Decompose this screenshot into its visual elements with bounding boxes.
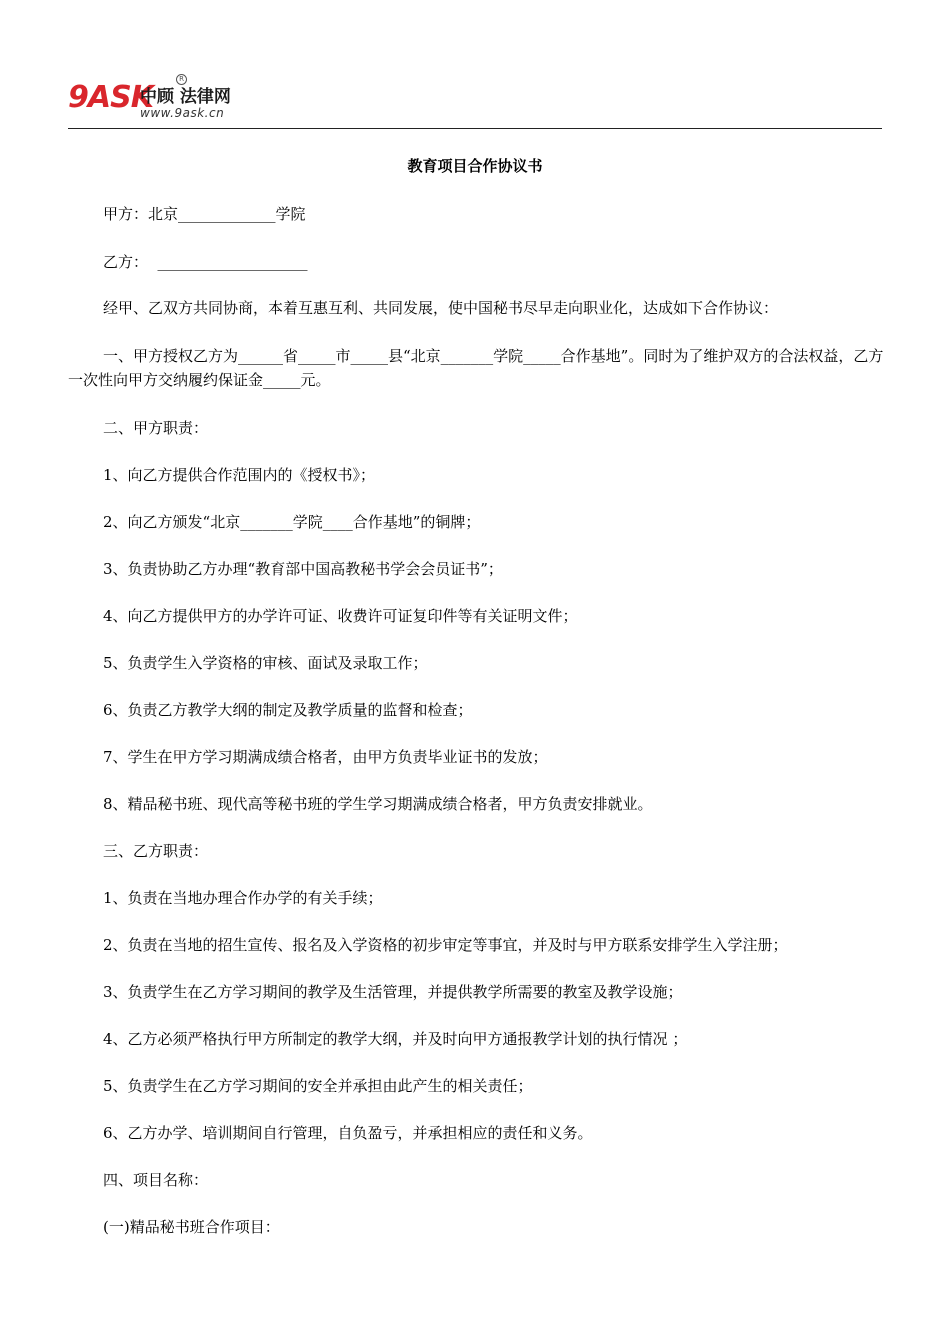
party-a-duty-7: 7、学生在甲方学习期满成绩合格者，由甲方负责毕业证书的发放； — [103, 748, 548, 766]
party-a-duty-2: 2、向乙方颁发“北京_______学院____合作基地”的铜牌； — [103, 513, 481, 531]
party-a-duty-4: 4、向乙方提供甲方的办学许可证、收费许可证复印件等有关证明文件； — [103, 607, 578, 625]
intro-paragraph: 经甲、乙双方共同协商，本着互惠互利、共同发展，使中国秘书尽早走向职业化，达成如下合作协议： — [103, 299, 779, 317]
section-heading-party-b-duties: 三、乙方职责： — [103, 842, 209, 860]
party-b-duty-6: 6、乙方办学、培训期间自行管理，自负盈亏，并承担相应的责任和义务。 — [103, 1124, 593, 1142]
party-a-duty-3: 3、负责协助乙方办理“教育部中国高教秘书学会会员证书”； — [103, 560, 503, 578]
document-title: 教育项目合作协议书 — [407, 157, 543, 175]
party-b-duty-4: 4、乙方必须严格执行甲方所制定的教学大纲，并及时向甲方通报教学计划的执行情况 ； — [103, 1030, 688, 1048]
site-logo[interactable] — [68, 74, 268, 124]
registered-mark-icon: R — [176, 74, 187, 85]
party-b: 乙方： ____________________ — [103, 253, 308, 271]
section-heading-project-names: 四、项目名称： — [103, 1171, 209, 1189]
party-a-duty-8: 8、精品秘书班、现代高等秘书班的学生学习期满成绩合格者，甲方负责安排就业。 — [103, 795, 653, 813]
header-divider — [68, 128, 882, 129]
logo-chinese-name: 中顾 法律网 — [140, 87, 231, 107]
project-item-1: (一)精品秘书班合作项目： — [103, 1218, 280, 1236]
party-a: 甲方：北京_____________学院 — [103, 205, 306, 223]
party-b-duty-1: 1、负责在当地办理合作办学的有关手续； — [103, 889, 383, 907]
section-heading-party-a-duties: 二、甲方职责： — [103, 419, 209, 437]
party-b-duty-3: 3、负责学生在乙方学习期间的教学及生活管理，并提供教学所需要的教室及教学设施； — [103, 983, 683, 1001]
logo-mark: 9ASK — [68, 80, 153, 115]
party-a-duty-5: 5、负责学生入学资格的审核、面试及录取工作； — [103, 654, 428, 672]
clause-1: 一、甲方授权乙方为______省_____市_____县“北京_______学院_____合作基地”。同时为了维护双方的合法权益，乙方一次性向甲方交纳履约保证金_____元。 — [68, 347, 884, 389]
party-a-duty-1: 1、向乙方提供合作范围内的《授权书》； — [103, 466, 376, 484]
party-a-duty-6: 6、负责乙方教学大纲的制定及教学质量的监督和检查； — [103, 701, 473, 719]
logo-url: www.9ask.cn — [140, 106, 225, 120]
party-b-duty-5: 5、负责学生在乙方学习期间的安全并承担由此产生的相关责任； — [103, 1077, 533, 1095]
site-header — [68, 74, 882, 130]
party-b-duty-2: 2、负责在当地的招生宣传、报名及入学资格的初步审定等事宜，并及时与甲方联系安排学生入学注册； — [103, 936, 788, 954]
